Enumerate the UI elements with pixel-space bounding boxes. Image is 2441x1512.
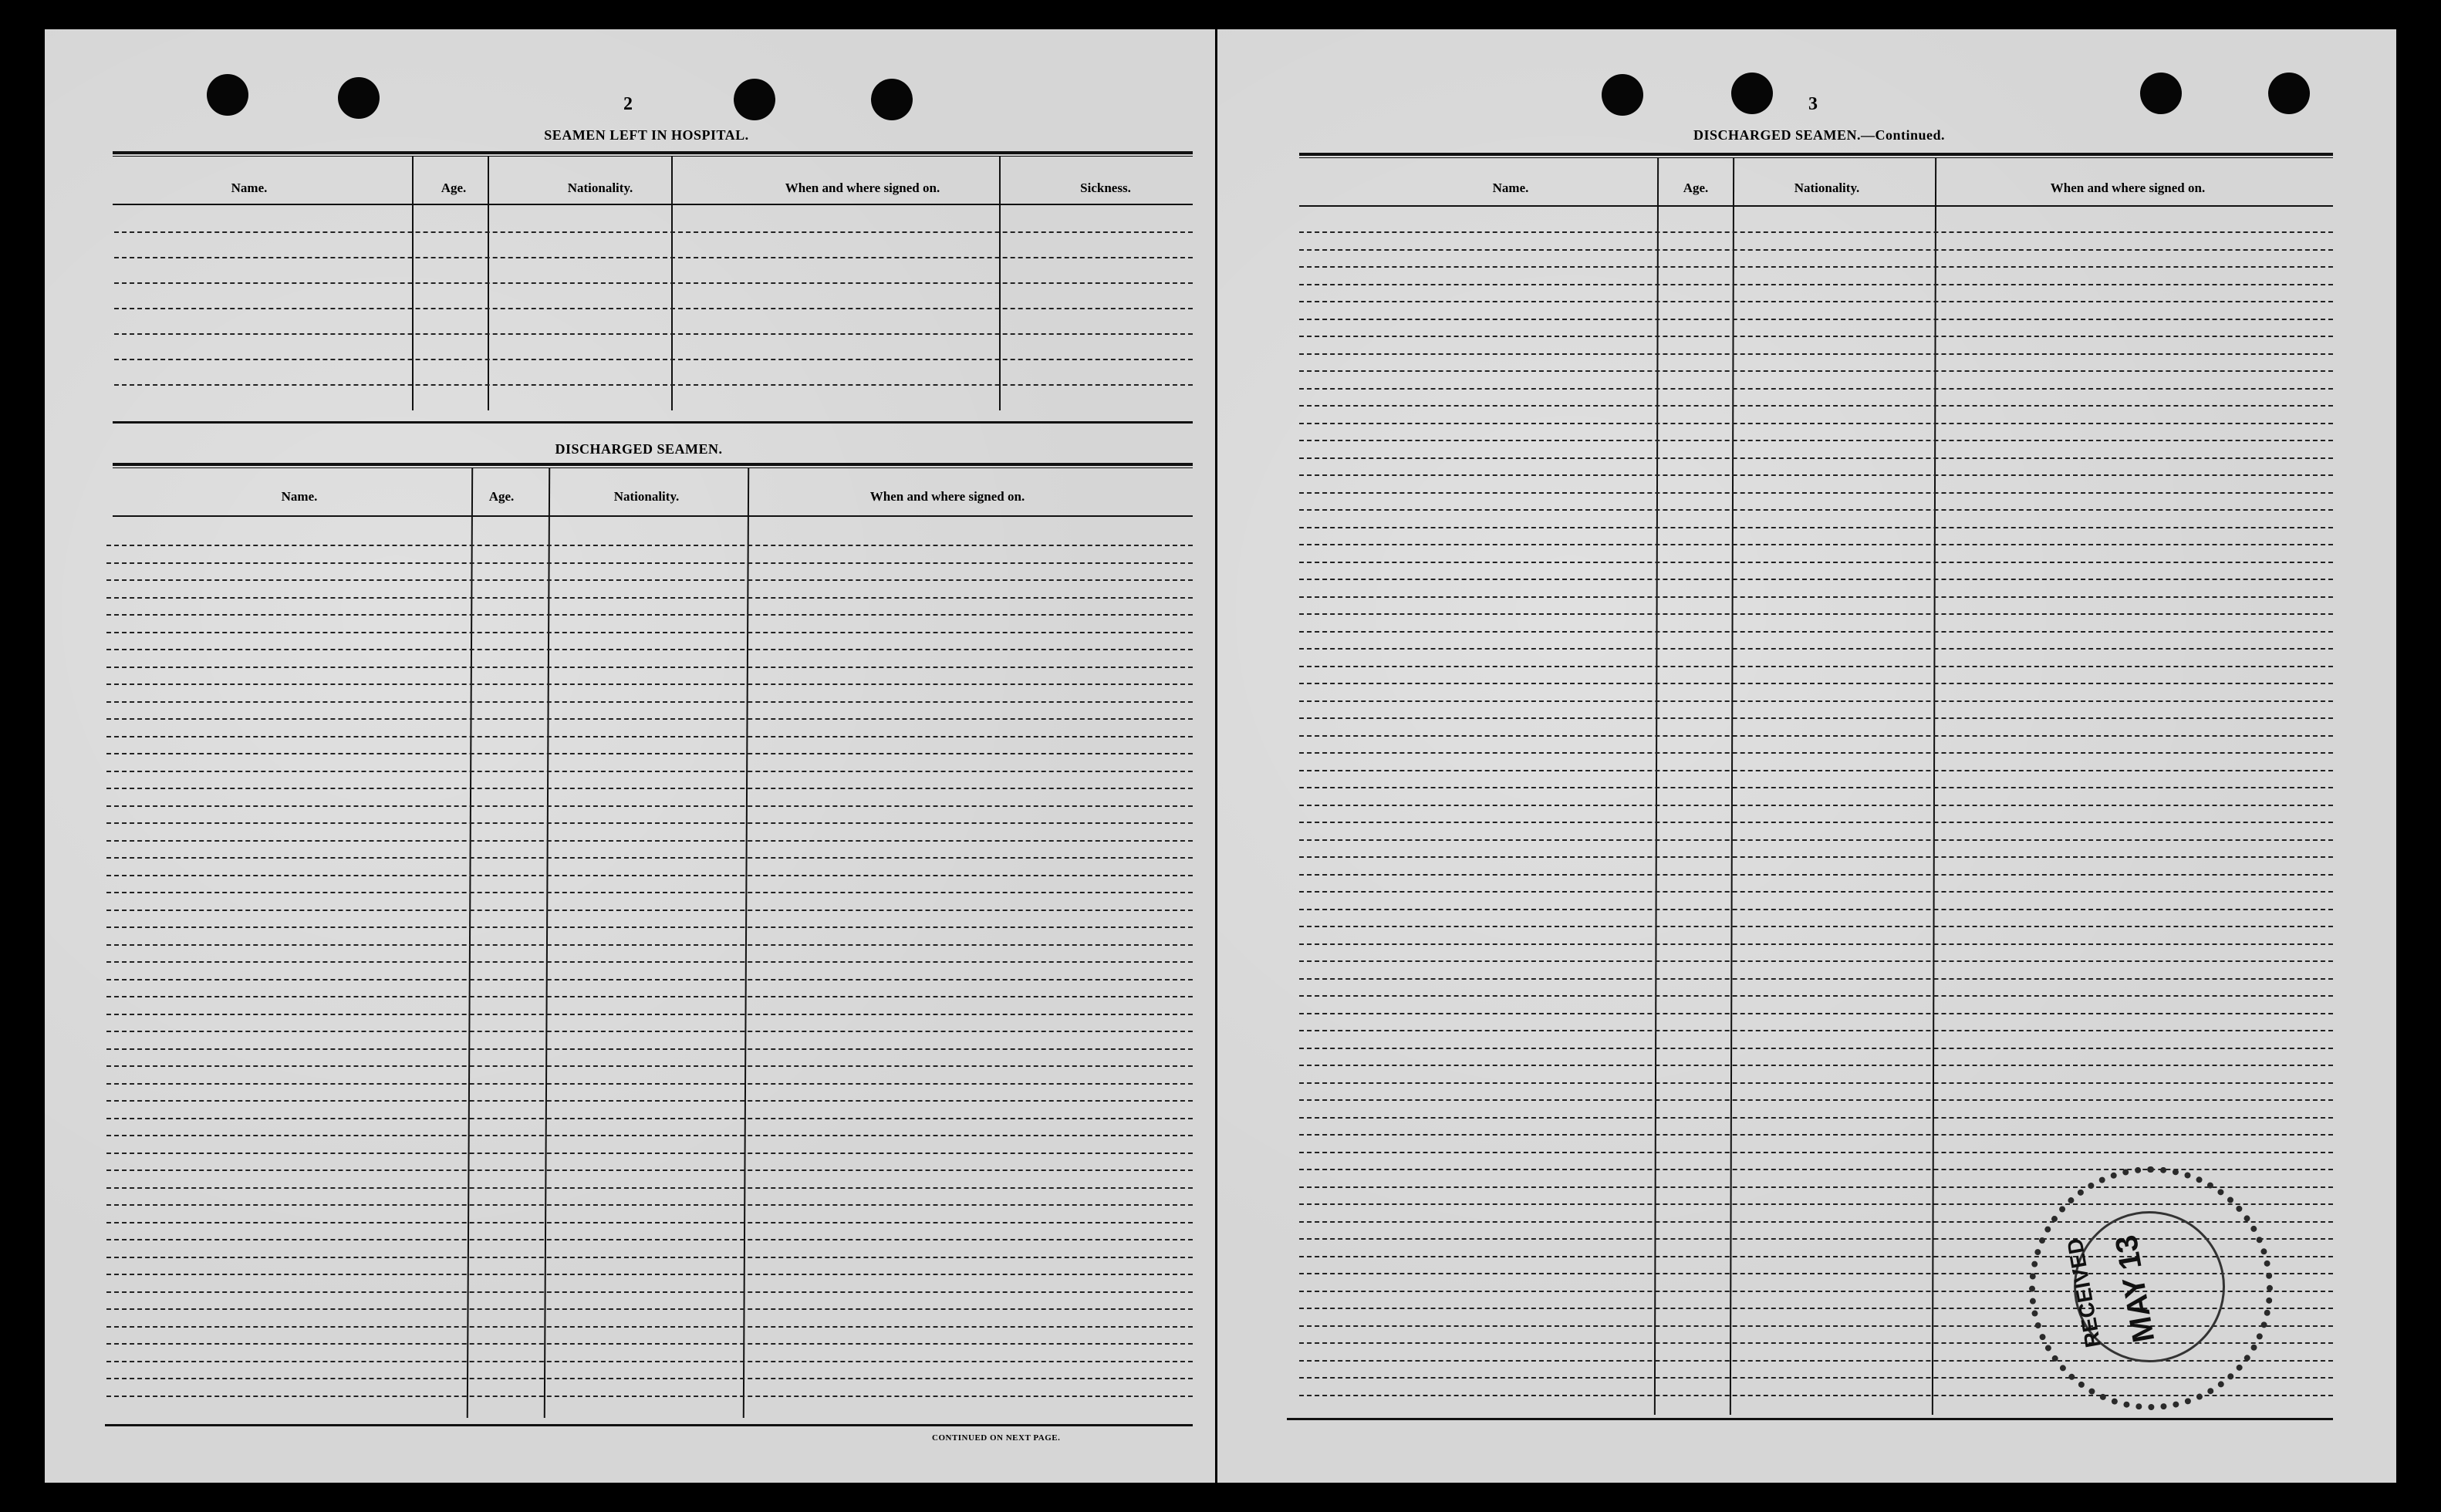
ruled-line [106,753,1193,754]
ruled-line [1299,648,2333,650]
ruled-line [1299,960,2333,962]
ruled-line [106,545,1193,546]
ruled-line [1299,735,2333,737]
column-header-signed-on: When and where signed on. [2050,181,2206,195]
ruled-line [114,308,1193,309]
ruled-line [1299,249,2333,251]
divider [1299,205,2333,207]
ruled-line [106,1169,1193,1171]
ruled-line [1299,562,2333,563]
column-header-nationality: Nationality. [1794,181,1860,195]
ruled-line [106,822,1193,824]
ruled-line [1299,266,2333,268]
divider [113,467,1193,468]
ruled-line [1299,457,2333,459]
column-header-name: Name. [231,181,268,195]
ruled-line [106,1274,1193,1275]
column-divider [467,467,473,1418]
ruled-line [106,1083,1193,1085]
ruled-line [1299,284,2333,285]
ruled-line [1299,891,2333,893]
ruled-line [106,961,1193,963]
column-header-age: Age. [1683,181,1709,195]
ruled-line [106,718,1193,720]
ruled-line [1299,1065,2333,1066]
ruled-line [1299,666,2333,667]
ruled-line [1299,423,2333,424]
column-divider [1932,157,1936,1415]
divider [105,1424,1193,1426]
page-number: 2 [623,94,633,114]
ruled-line [1299,770,2333,771]
ruled-line [1299,336,2333,337]
continued-note: CONTINUED ON NEXT PAGE. [932,1433,1061,1443]
ruled-line [106,1343,1193,1345]
ruled-line [1299,492,2333,494]
punch-hole [207,74,248,116]
received-stamp [2029,1166,2273,1410]
divider [113,151,1193,154]
ruled-line [1299,683,2333,684]
ruled-line [1299,717,2333,719]
ruled-line [106,979,1193,980]
ruled-line [1299,822,2333,823]
page-number: 3 [1808,94,1818,114]
ruled-line [106,579,1193,581]
ruled-line [106,1048,1193,1050]
ruled-line [1299,1082,2333,1084]
ruled-line [1299,301,2333,302]
ruled-line [1299,1099,2333,1101]
column-divider [743,467,749,1418]
ruled-line [106,1031,1193,1032]
punch-hole [871,79,913,120]
ruled-line [1299,388,2333,390]
ruled-line [1299,909,2333,910]
ruled-line [106,857,1193,859]
divider [113,421,1193,424]
ruled-line [106,771,1193,772]
ruled-line [106,667,1193,668]
ruled-line [1299,474,2333,476]
ruled-line [114,282,1193,284]
column-divider [1654,157,1659,1415]
left-page [45,29,1215,1483]
ruled-line [106,1308,1193,1310]
ruled-line [106,840,1193,842]
ruled-line [106,614,1193,616]
ruled-line [1299,353,2333,355]
column-header-signed-on: When and where signed on. [785,181,940,195]
divider [113,156,1193,157]
ruled-line [106,683,1193,685]
ruled-line [1299,943,2333,945]
ruled-line [1299,1048,2333,1049]
ruled-line [106,1100,1193,1102]
punch-hole [734,79,775,120]
column-header-name: Name. [1492,181,1529,195]
punch-hole [338,77,380,119]
ruled-line [106,926,1193,928]
divider [1299,157,2333,158]
divider [1287,1418,2333,1420]
ruled-line [106,875,1193,876]
ruled-line [1299,596,2333,598]
punch-hole [2140,73,2182,114]
ruled-line [106,1239,1193,1240]
ruled-line [106,701,1193,703]
column-divider [544,467,550,1418]
ruled-line [1299,1013,2333,1014]
ruled-line [106,1135,1193,1136]
ruled-line [1299,856,2333,858]
ruled-line [1299,700,2333,702]
ruled-line [106,1153,1193,1154]
ruled-line [106,562,1193,564]
ruled-line [106,1204,1193,1206]
section-title: DISCHARGED SEAMEN.—Continued. [1693,127,1946,143]
ruled-line [1299,805,2333,806]
stamp-received: RECEIVED [2062,1236,2105,1350]
ruled-line [1299,1134,2333,1136]
discharged-section-title: DISCHARGED SEAMEN. [555,441,723,457]
column-header-name: Name. [281,489,318,504]
ruled-line [1299,613,2333,615]
ruled-line [106,1118,1193,1119]
ruled-line [106,1291,1193,1293]
ruled-line [114,359,1193,360]
ruled-line [1299,319,2333,320]
ruled-line [106,632,1193,633]
ruled-line [106,1257,1193,1258]
ruled-line [106,996,1193,997]
ruled-line [1299,370,2333,372]
ruled-line [106,892,1193,893]
ruled-line [106,1014,1193,1015]
ruled-line [114,257,1193,258]
divider [113,515,1193,517]
ruled-line [106,1396,1193,1397]
stamp-date: MAY 13 [2108,1232,2162,1345]
ruled-line [106,649,1193,650]
ruled-line [1299,874,2333,876]
column-header-nationality: Nationality. [567,181,633,195]
ruled-line [1299,1152,2333,1153]
ruled-line [106,1378,1193,1379]
ruled-line [106,944,1193,946]
ruled-line [106,1326,1193,1328]
ruled-line [1299,752,2333,754]
column-header-signed-on: When and where signed on. [869,489,1025,504]
ruled-line [1299,440,2333,441]
ruled-line [114,384,1193,386]
ruled-line [114,333,1193,335]
ruled-line [106,1222,1193,1223]
ruled-line [1299,509,2333,511]
column-header-sickness: Sickness. [1080,181,1131,195]
ruled-line [106,1065,1193,1067]
ruled-line [1299,787,2333,788]
ruled-line [1299,405,2333,407]
ruled-line [1299,1117,2333,1119]
column-header-age: Age. [488,489,515,504]
ruled-line [1299,527,2333,528]
ruled-line [1299,839,2333,841]
ruled-line [1299,631,2333,633]
column-header-nationality: Nationality. [613,489,680,504]
ruled-line [106,910,1193,911]
divider [1299,153,2333,156]
ruled-line [1299,926,2333,927]
ruled-line [114,231,1193,233]
punch-hole [1731,73,1773,114]
ruled-line [1299,995,2333,997]
ruled-line [1299,1030,2333,1031]
ruled-line [106,1187,1193,1189]
ruled-line [1299,579,2333,580]
ruled-line [106,788,1193,789]
divider [113,463,1193,466]
punch-hole [1602,74,1643,116]
ruled-line [1299,978,2333,980]
column-divider [1730,157,1734,1415]
ruled-line [106,805,1193,807]
ruled-line [106,597,1193,599]
right-page [1217,29,2396,1483]
ruled-line [1299,544,2333,545]
ruled-line [1299,231,2333,233]
punch-hole [2268,73,2310,114]
hospital-section-title: SEAMEN LEFT IN HOSPITAL. [544,127,749,143]
ruled-line [106,736,1193,737]
divider [113,204,1193,205]
column-header-age: Age. [441,181,467,195]
ruled-line [106,1361,1193,1362]
